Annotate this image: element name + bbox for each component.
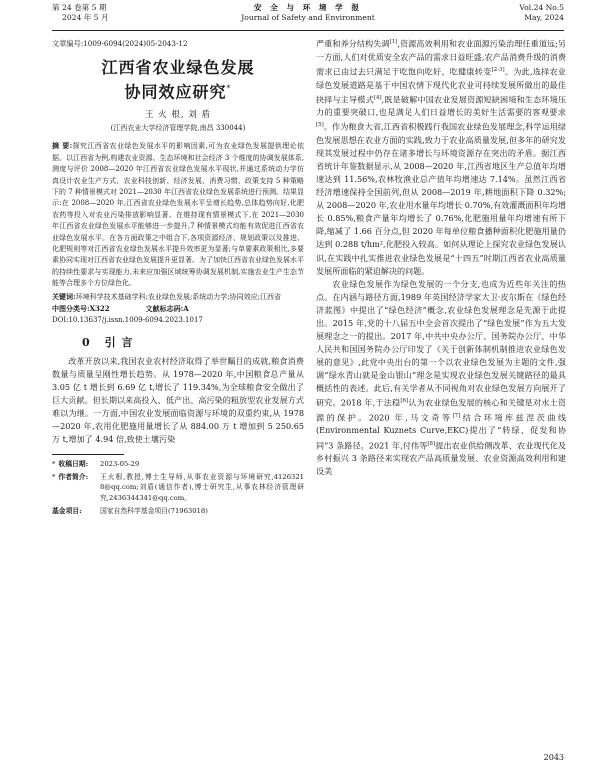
- citation: [1]: [389, 39, 398, 45]
- body-paragraph: 农业绿色发展作为绿色发展的一个分支,也成为近些年关注的热点。在内涵与路径方面,1989 年英国经济学家大卫·皮尔斯在《绿色经济蓝图》中提出了“绿色经济”概念,农业绿色发展理念是先源于此提出。2015 年,党的十八届五中全会首次提出了“绿色发展”作为五大发展理念之一的提出。2017 年,中共中央办公厅、国务院办公厅、中华人民共和国国务院办公厅印发了《关于创新体制机制推进农业绿色发展的意见》,此党中央出台的第一个以农业绿色发展为主题的文件,强调“绿水青山就是金山银山”理念是实现农业绿色发展关键路径的最具概括性的表述。此后,有关学者从不同视角对农业绿色发展方向展开了研究。2018 年,于法稳[6]认为农业绿色发展的核心和关键是对水土资源的保护。2020 年,马文奇等[7]结合环境库兹涅茨曲线(Environmental Kuznets Curve,EKC)提出了“转绿、促发和协同”3 条路径。2021 年,付伟等[8]提出农业供给侧改革、农业现代化及乡村振兴 3 条路径来实现农产品高质量发展、农业资源高效利用和建设美: [316, 278, 566, 477]
- footnote-author-bio: * 作者简介: 王火根,教授,博士生导师,从事农业资源与环境研究,4126321​8@qq.com;刘盾(通信作者),博士研究生,从事农林经济管理研究,243634​4341@qq.com。: [52, 472, 304, 504]
- article-title: [52, 57, 304, 102]
- abstract-label: 摘 要:: [52, 141, 73, 151]
- clc-number: 中图分类号:X322: [52, 304, 110, 314]
- keywords-label: 关键词:: [52, 291, 76, 301]
- journal-name-cn: 安 全 与 环 境 学 报: [253, 3, 363, 12]
- body-paragraph: 严重和养分结构失调[1],资源高效利用和农业面源污染治理任重道远;另一方面,人们对优质安全农产品的需求日益旺盛,农产品消费升级的消费需求已由过去只满足于吃饱向吃好、吃健康转变[2-3]。为此,选择农业绿色发展道路是基于中国农情下现代化农业可持续发展所做出的最佳抉择与主导模式[4],既是破解中国农业发展资源短缺困境和生态环境压力的重要突破口,也是满足人们日益增长的美好生活需要的客观要求[5]。作为粮食大省,江西省积极践行我国农业绿色发展理念,科学运用绿色发展思想在农业方面的实践,致力于农业高质量发展,但多年的研究发现其发展过程中仍存在诸多增长与环境资源存在突出的矛盾。据江西省统计年鉴数据显示,从 2008—2020 年,江西省地区生产总值年均增速达到 11.56%,农林牧渔业总产值年均增速达 7.14%。虽然江西省经济增速保持全国前列,但从 2008—2019 年,耕地面积下降 0.32%;从 2008—2020 年,农业用水量年均增长 0.70%,有效灌溉面积年均增长 0.85%,粮食产量年均增长了 0.76%,化肥施用量年均增速有所下降,缩减了 1.66 百分点,但 2020 年每单位粮食播种面积化肥施用量仍达到 0.288 t/hm²,化肥投入较高。如何从理论上探究农业绿色发展认识,在实践中扎实推进农业绿色发展是“十四五”时期江西省农业高质量发展所面临的紧迫解决的问题。: [316, 38, 566, 276]
- journal-name-en: Journal of Safety and Environment: [241, 13, 375, 22]
- volume-cn: 第 24 卷第 5 期: [52, 3, 107, 12]
- running-header: [52, 3, 564, 29]
- header-center: [52, 3, 564, 23]
- section-title: 引 言: [104, 335, 134, 349]
- title-line-1: 江西省农业绿色发展: [101, 58, 255, 77]
- left-column: [52, 38, 304, 516]
- section-number: 0: [82, 335, 91, 349]
- section-heading: [82, 334, 304, 350]
- footnote-funding: 基金项目: 国家自然科学基金项目(71963018): [52, 506, 208, 515]
- citation: [4]: [373, 94, 382, 101]
- abstract-text: 探究江西省农业绿色发展水平的影响因素,可为农业绿色发展提供理论依据。以江西省为例,构建农业资源、生态环境和社会经济 3 个维度的协调发展体系,测度与评价 2008—2020 年江西省农业绿色发展水平现状,并通过系统动力学仿真设计农业生产方式、农业科技创新、经济发展、消费习惯、政策支持 5 种策略下的 7 种情景模式对 2021—2030 年江西省农业绿色发展系统进行预测。结果显示:在 2008—2020 年,江西省农业绿色发展水平呈增长趋势,总体趋势向好,化肥农药等投入对农业污染排放影响显著。在维持现有情景模式下,在 2021—2030 年江西省农业绿色发展水平能够进一步提升,7 种情景模式均能有效促进江西省农业绿色发展水平。在各方面政策之中组合下,各项资源经济、规划政策以及推进、化肥规则等对江西省农业绿色发展水平提升效率更为显著;与单要素政策相比,多要素协同实现对江西省农业绿色发展提升更显著。为了加快江西省农业绿色发展水平的持续性要求与实现能力,未来应加强区域统筹协调发展机制,实施农业生产生态节能等合理多个方位绿色化。: [52, 142, 304, 288]
- citation: [8]: [427, 440, 436, 447]
- header-rule: [52, 30, 564, 31]
- right-column: [316, 36, 566, 478]
- citation: [7]: [452, 412, 461, 419]
- abstract: [52, 140, 304, 289]
- citation: [5]: [316, 122, 324, 129]
- keywords: [52, 291, 304, 303]
- affiliation: (江西农业大学经济管理学院,南昌 330044): [110, 124, 246, 133]
- citation: [6]: [400, 398, 409, 405]
- header-right: [519, 3, 564, 23]
- doi: DOI:10.13637/j.issn.1009-6094.2023.1017: [52, 316, 203, 325]
- citation: [2-3]: [491, 66, 505, 73]
- volume-en: Vol.24 No.5: [519, 3, 564, 12]
- footnotes: [52, 459, 304, 516]
- page-number: 2043: [543, 753, 564, 762]
- date-en: May, 2024: [524, 13, 564, 22]
- body-paragraph: 改革开放以来,我国农业农村经济取得了举世瞩目的成就,粮食消费数量与质量呈刚性增长趋势。从 1978—2020 年,中国粮食总产量从 3.05 亿 t 增长到 6.69 亿 t,增长了 119.34%,为全球粮食安全做出了巨大贡献。但长期以来高投入、低产出、高污染的粗放型农业发展方式难以为继。一方面,中国农业发展面临资源与环境的双重约束,从 1978—2020 年,农用化肥施用量增长了从 884.00 万 t 增加到 5 250.65 万 t,增加了 4.94 倍,致使土壤污染: [52, 355, 304, 445]
- title-footnote-mark: *: [226, 84, 232, 93]
- classification: [52, 303, 304, 315]
- title-line-2: 协同效应研究*: [124, 82, 232, 102]
- keywords-text: 环境科学技术基础学科;农业绿色发展;系统动力学;协同效应;江西省: [75, 292, 282, 301]
- authors: 王 火 根, 刘 盾: [144, 110, 211, 121]
- article-number: 文章编号:1009-6094(2024)05-2043-12: [52, 39, 188, 48]
- footnote-rule: [52, 454, 124, 455]
- date-cn: 2024 年 5 月: [62, 13, 109, 22]
- footnote-received: * 收稿日期: 2023-05-29: [52, 459, 304, 470]
- document-code: 文献标志码:A: [145, 304, 189, 314]
